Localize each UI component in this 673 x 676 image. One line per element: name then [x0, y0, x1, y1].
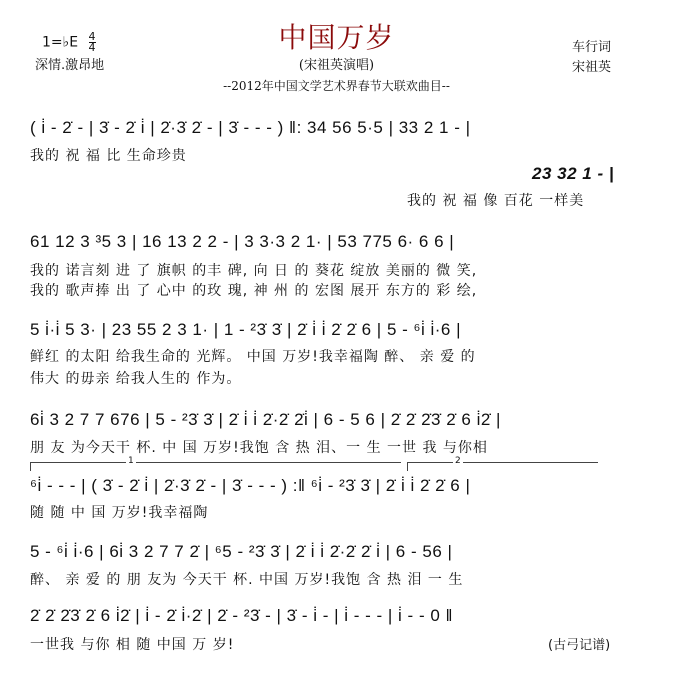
score-row-5-lyrics: 朋 友 为今天干 杯. 中 国 万岁!我饱 含 热 泪、一 生 一世 我 与你相 — [30, 440, 488, 456]
score-row-7-notes: 5 - ⁶i̇ i̇·6 | 6i̇ 3 2 7 7 2̇ | ⁶5 - ²3̇ 3̇ | 2̇ i̇ i̇ 2̇·2̇ 2̇ i̇ | 6 - 56 | — [30, 542, 453, 561]
score-row-7-lyrics: 醉、 亲 爱 的 朋 友为 今天干 杯. 中国 万岁!我饱 含 热 泪 一 生 — [30, 572, 464, 588]
score-row-4-lyrics-verse2: 伟大 的毋亲 给我人生的 作为。 — [30, 371, 242, 387]
score-row-4-notes: 5 i̇·i̇ 5 3· | 23 55 2 3 1· | 1 - ²3̇ 3̇ | 2̇ i̇ i̇ 2̇ 2̇ 6 | 5 - ⁶i̇ i̇·6 | — [30, 320, 462, 339]
lyricist-credit: 车行词 — [572, 40, 612, 55]
score-row-4-lyrics-verse1: 鲜红 的太阳 给我生命的 光辉。 中国 万岁!我幸福陶 醉、 亲 爱 的 — [30, 349, 476, 365]
score-row-1-lyrics: 我的 祝 福 比 生命珍贵 — [30, 148, 187, 164]
transcriber-credit: (古弓记谱) — [548, 638, 611, 653]
score-row-1-notes: ( i̇ - 2̇ - | 3̇ - 2̇ i̇ | 2̇·3̇ 2̇ - | 3̇ - - - ) ‖: 34 56 5·5 | 33 2 1 - | — [30, 118, 471, 137]
score-row-8-notes: 2̇ 2̇ 2̇3̇ 2̇ 6 i̇2̇ | i̇ - 2̇ i̇·2̇ | 2̇ - ²3̇ - | 3̇ - i̇ - | i̇ - - - | i̇ - - 0 ‖ — [30, 606, 454, 625]
score-row-2-lyrics: 我的 祝 福 像 百花 一样美 — [407, 193, 585, 209]
score-row-5-notes: 6i̇ 3 2 7 7 676 | 5 - ²3̇ 3̇ | 2̇ i̇ i̇ 2̇·2̇ 2̇i̇ | 6 - 5 6 | 2̇ 2̇ 2̇3̇ 2̇ 6 i̇2̇ | — [30, 410, 501, 429]
performer-subtitle: (宋祖英演唱) — [298, 58, 375, 73]
score-row-3-lyrics-verse2: 我的 歌声捧 出 了 心中 的玫 瑰, 神 州 的 宏图 展开 东方的 彩 绘, — [30, 283, 478, 299]
key-label: 1=♭E — [42, 34, 79, 51]
score-row-3-lyrics-verse1: 我的 诺言刻 进 了 旗帜 的丰 碑, 向 日 的 葵花 绽放 美丽的 微 笑, — [30, 263, 478, 279]
volta-bracket-1: 1 — [30, 462, 401, 471]
volta-bracket-2: 2 — [407, 462, 598, 471]
score-row-6-lyrics: 随 随 中 国 万岁!我幸福陶 — [30, 505, 209, 521]
score-row-2-notes: 23 32 1 - | — [532, 164, 615, 183]
score-row-6-notes: ⁶i̇ - - - | ( 3̇ - 2̇ i̇ | 2̇·3̇ 2̇ - | 3̇ - - - ) :‖ ⁶i̇ - ²3̇ 3̇ | 2̇ i̇ i̇ 2̇ 2̇ 6 | — [30, 476, 471, 495]
time-signature: $\frac{4}{4}$ — [88, 30, 96, 54]
tempo-marking: 深情.激昂地 — [35, 58, 105, 73]
program-note: --2012年中国文学艺术界春节大联欢曲目-- — [223, 79, 450, 93]
score-row-3-notes: 61 12 3 ³5 3 | 16 13 2 2 - | 3 3·3 2 1· | 53 775 6· 6 6 | — [30, 232, 455, 251]
key-signature — [42, 32, 96, 53]
score-row-8-lyrics: 一世我 与你 相 随 中国 万 岁! — [30, 637, 235, 653]
song-title: 中国万岁 — [278, 21, 395, 54]
composer-credit: 宋祖英 — [572, 60, 612, 75]
